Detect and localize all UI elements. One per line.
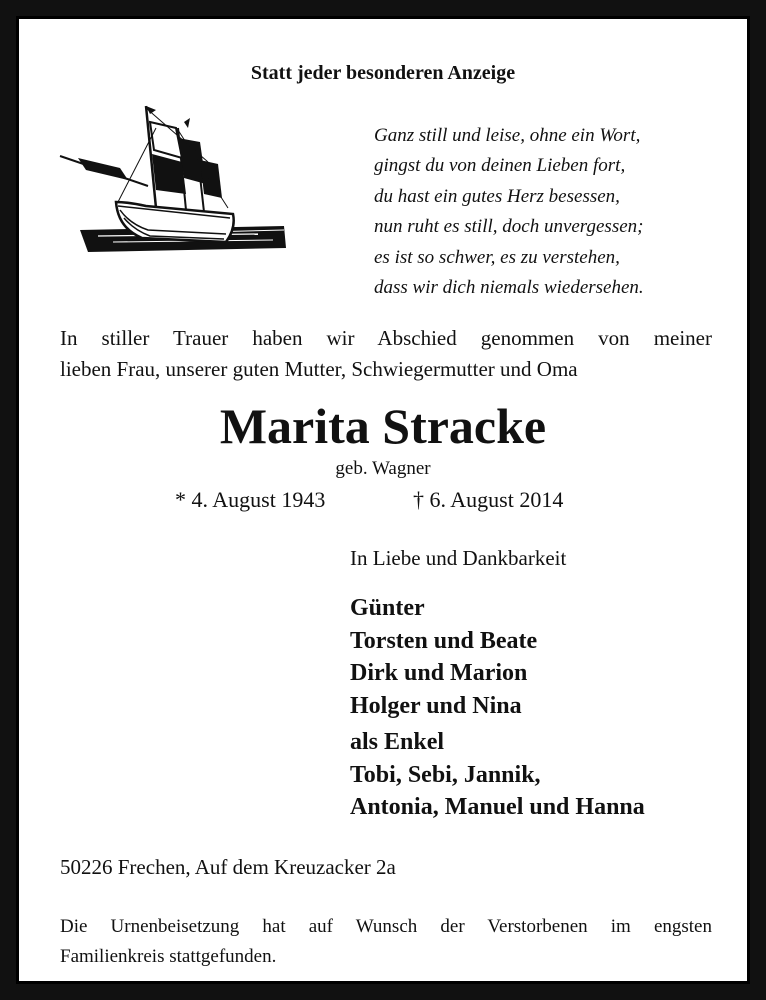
header-title: Statt jeder besonderen Anzeige <box>250 62 516 84</box>
grandchildren-line: Antonia, Manuel und Hanna <box>350 794 645 820</box>
family-list <box>350 592 645 824</box>
poem-line: gingst du von deinen Lieben fort, <box>374 155 626 177</box>
poem-line: dass wir dich niemals wiedersehen. <box>374 277 644 299</box>
note-line: Familienkreis stattgefunden. <box>60 946 277 967</box>
birth-date: * 4. August 1943 <box>175 487 326 512</box>
address: 50226 Frechen, Auf dem Kreuzacker 2a <box>60 855 396 879</box>
poem <box>374 121 644 303</box>
ship-illustration-icon <box>58 98 290 258</box>
birth-name: geb. Wagner <box>335 458 431 479</box>
intro-text <box>60 323 712 385</box>
family-member: Torsten und Beate <box>350 627 538 654</box>
poem-line: du hast ein gutes Herz besessen, <box>374 185 620 207</box>
poem-line: Ganz still und leise, ohne ein Wort, <box>374 125 641 146</box>
intro-line: In stiller Trauer haben wir Abschied genommen von meiner <box>60 326 712 350</box>
deceased-name: Marita Stracke <box>219 398 547 454</box>
family-member: Holger und Nina <box>350 692 522 719</box>
poem-line: es ist so schwer, es zu verstehen, <box>374 246 620 268</box>
poem-line: nun ruht es still, doch unvergessen; <box>374 216 644 238</box>
grandchildren-label: als Enkel <box>350 729 445 755</box>
note-line: Die Urnenbeisetzung hat auf Wunsch der Verstorbenen im engsten <box>60 916 712 937</box>
closing-phrase: In Liebe und Dankbarkeit <box>350 546 567 570</box>
intro-line: lieben Frau, unserer guten Mutter, Schwiegermutter und Oma <box>60 357 578 381</box>
family-member: Günter <box>350 595 425 621</box>
burial-note <box>60 912 712 972</box>
grandchildren-line: Tobi, Sebi, Jannik, <box>350 761 541 788</box>
death-date: † 6. August 2014 <box>413 487 564 512</box>
family-member: Dirk und Marion <box>350 660 528 686</box>
